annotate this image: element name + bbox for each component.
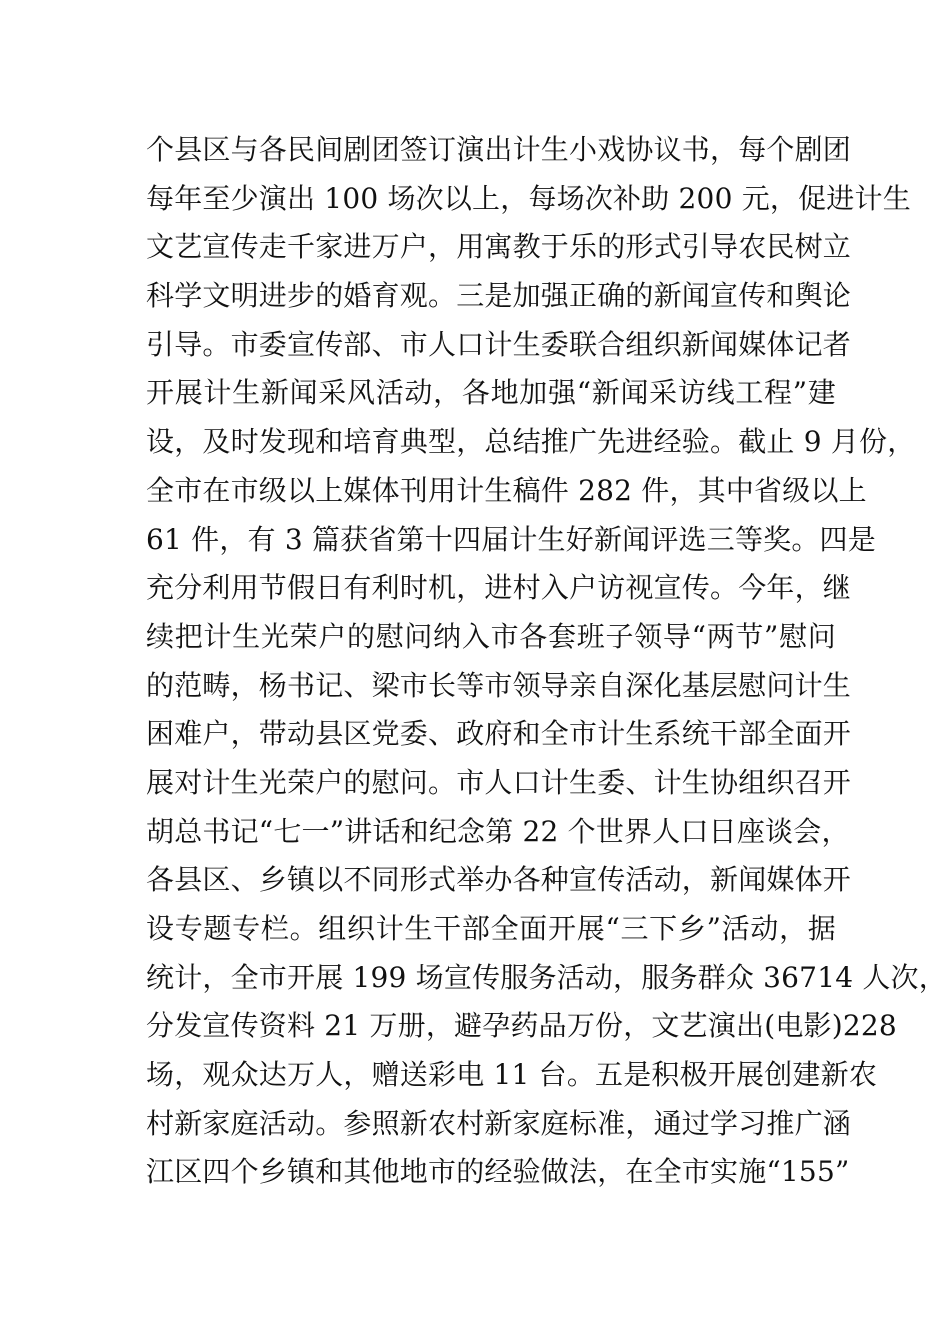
text-line: 的范畴，杨书记、梁市长等市领导亲自深化基层慰问计生 (146, 668, 852, 702)
text-line: 全市在市级以上媒体刊用计生稿件 282 件，其中省级以上 (146, 473, 867, 507)
text-line: 科学文明进步的婚育观。三是加强正确的新闻宣传和舆论 (146, 279, 852, 313)
text-line: 个县区与各民间剧团签订演出计生小戏协议书，每个剧团 (146, 133, 852, 166)
text-line: 续把计生光荣户的慰问纳入市各套班子领导“两节”慰问 (146, 619, 836, 653)
text-line: 江区四个乡镇和其他地市的经验做法，在全市实施“155” (146, 1155, 850, 1189)
body-text (146, 126, 947, 1197)
text-line: 引导。市委宣传部、市人口计生委联合组织新闻媒体记者 (146, 327, 852, 361)
text-line: 各县区、乡镇以不同形式举办各种宣传活动，新闻媒体开 (146, 863, 852, 897)
text-line: 充分利用节假日有利时机，进村入户访视宣传。今年，继 (146, 571, 852, 605)
text-line: 设专题专栏。组织计生干部全面开展“三下乡”活动，据 (146, 912, 836, 945)
text-line: 文艺宣传走千家进万户，用寓教于乐的形式引导农民树立 (146, 230, 852, 264)
text-line: 设，及时发现和培育典型，总结推广先进经验。截止 9 月份， (146, 425, 916, 459)
text-line: 61 件，有 3 篇获省第十四届计生好新闻评选三等奖。四是 (146, 522, 876, 556)
text-line: 统计，全市开展 199 场宣传服务活动，服务群众 36714 人次， (146, 960, 947, 994)
text-line: 展对计生光荣户的慰问。市人口计生委、计生协组织召开 (146, 765, 852, 799)
text-line: 分发宣传资料 21 万册，避孕药品万份，文艺演出(电影)228 (146, 1009, 897, 1043)
text-line: 困难户，带动县区党委、政府和全市计生系统干部全面开 (146, 717, 852, 751)
text-line: 村新家庭活动。参照新农村新家庭标准，通过学习推广涵 (146, 1106, 852, 1140)
text-line: 开展计生新闻采风活动，各地加强“新闻采访线工程”建 (146, 376, 836, 410)
text-line: 胡总书记“七一”讲话和纪念第 22 个世界人口日座谈会， (146, 814, 850, 848)
text-line: 场，观众达万人，赠送彩电 11 台。五是积极开展创建新农 (146, 1058, 878, 1092)
text-line: 每年至少演出 100 场次以上，每场次补助 200 元，促进计生 (146, 181, 911, 215)
